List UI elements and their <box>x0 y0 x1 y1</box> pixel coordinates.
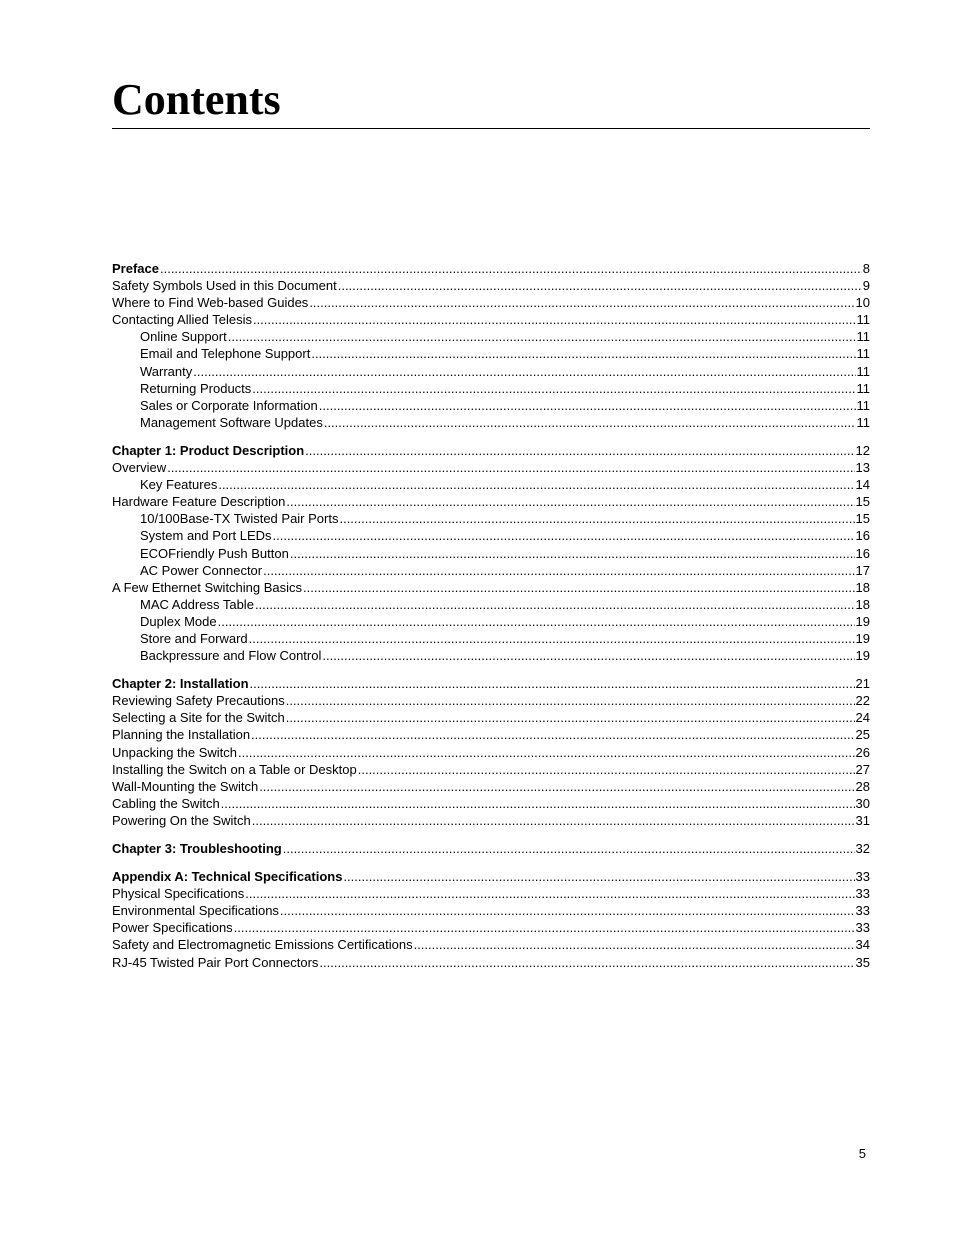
toc-entry-title: System and Port LEDs <box>140 528 272 544</box>
toc-dot-leader <box>252 812 855 829</box>
toc-entry-title: Duplex Mode <box>140 613 217 629</box>
toc-entry-title: MAC Address Table <box>140 596 254 612</box>
toc-dot-leader <box>253 311 856 328</box>
toc-dot-leader <box>324 414 856 431</box>
toc-dot-leader <box>228 328 856 345</box>
toc-dot-leader <box>286 692 855 709</box>
toc-entry-page: 24 <box>855 710 870 726</box>
toc-dot-leader <box>259 778 854 795</box>
toc-entry-page: 11 <box>856 363 870 379</box>
toc-dot-leader <box>249 630 855 647</box>
toc-entry-title: ECOFriendly Push Button <box>140 545 289 561</box>
toc-entry-page: 11 <box>856 397 870 413</box>
toc-entry[interactable] <box>112 812 870 829</box>
toc-entry[interactable] <box>112 414 870 431</box>
toc-entry-page: 25 <box>855 727 870 743</box>
toc-entry[interactable] <box>112 311 870 328</box>
toc-entry[interactable] <box>112 613 870 630</box>
toc-entry-page: 33 <box>855 869 870 885</box>
toc-entry[interactable] <box>112 277 870 294</box>
toc-entry-page: 30 <box>855 795 870 811</box>
toc-entry[interactable] <box>112 630 870 647</box>
toc-entry[interactable] <box>112 778 870 795</box>
toc-entry[interactable] <box>112 919 870 936</box>
toc-entry[interactable] <box>112 510 870 527</box>
toc-entry-title: RJ-45 Twisted Pair Port Connectors <box>112 954 319 970</box>
toc-entry-title: A Few Ethernet Switching Basics <box>112 579 303 595</box>
toc-entry-title: Overview <box>112 460 167 476</box>
toc-entry-title: Unpacking the Switch <box>112 744 238 760</box>
toc-dot-leader <box>273 527 855 544</box>
toc-dot-leader <box>193 363 855 380</box>
toc-entry-page: 8 <box>862 261 870 276</box>
toc-entry[interactable] <box>112 954 870 971</box>
toc-section <box>112 868 870 971</box>
toc-section <box>112 260 870 431</box>
toc-entry-page: 31 <box>855 812 870 828</box>
toc-dot-leader <box>286 493 854 510</box>
toc-dot-leader <box>221 795 855 812</box>
toc-entry[interactable] <box>112 647 870 664</box>
toc-entry-page: 27 <box>855 761 870 777</box>
toc-entry-title: Installing the Switch on a Table or Desktop <box>112 761 357 777</box>
toc-chapter-entry[interactable] <box>112 675 870 692</box>
toc-dot-leader <box>218 613 855 630</box>
toc-entry[interactable] <box>112 380 870 397</box>
toc-dot-leader <box>290 545 855 562</box>
toc-dot-leader <box>358 761 855 778</box>
toc-entry-page: 32 <box>855 841 870 856</box>
toc-entry-title: Power Specifications <box>112 920 233 936</box>
toc-entry-title: Reviewing Safety Precautions <box>112 693 285 709</box>
toc-dot-leader <box>255 596 855 613</box>
toc-dot-leader <box>167 459 854 476</box>
toc-dot-leader <box>238 744 855 761</box>
toc-dot-leader <box>339 510 854 527</box>
toc-dot-leader <box>218 476 854 493</box>
toc-entry-page: 11 <box>856 414 870 430</box>
toc-entry-page: 10 <box>855 295 870 311</box>
toc-entry-title: Store and Forward <box>140 630 248 646</box>
toc-entry-page: 18 <box>855 579 870 595</box>
toc-dot-leader <box>309 294 854 311</box>
toc-entry-title: Backpressure and Flow Control <box>140 648 322 664</box>
toc-dot-leader <box>319 954 854 971</box>
page-title: Contents <box>112 75 281 124</box>
toc-entry-title: Preface <box>112 261 159 276</box>
toc-entry-page: 35 <box>855 954 870 970</box>
toc-entry-page: 13 <box>855 460 870 476</box>
toc-entry-title: Environmental Specifications <box>112 903 279 919</box>
toc-entry[interactable] <box>112 459 870 476</box>
toc-dot-leader <box>283 840 855 857</box>
toc-chapter-entry[interactable] <box>112 260 870 277</box>
toc-entry-title: Contacting Allied Telesis <box>112 312 252 328</box>
toc-dot-leader <box>251 726 854 743</box>
toc-entry-page: 11 <box>856 329 870 345</box>
toc-entry[interactable] <box>112 397 870 414</box>
toc-section <box>112 840 870 857</box>
toc-entry-title: Warranty <box>140 363 193 379</box>
toc-entry-title: Cabling the Switch <box>112 795 220 811</box>
toc-dot-leader <box>311 345 855 362</box>
toc-entry[interactable] <box>112 328 870 345</box>
toc-entry-title: Returning Products <box>140 380 252 396</box>
toc-dot-leader <box>250 675 855 692</box>
toc-dot-leader <box>252 380 855 397</box>
toc-entry-title: Safety and Electromagnetic Emissions Certifications <box>112 937 413 953</box>
toc-entry-page: 33 <box>855 903 870 919</box>
toc-entry-title: Management Software Updates <box>140 414 323 430</box>
toc-entry[interactable] <box>112 527 870 544</box>
toc-entry-page: 15 <box>855 511 870 527</box>
toc-entry[interactable] <box>112 726 870 743</box>
toc-entry-page: 17 <box>855 562 870 578</box>
toc-entry[interactable] <box>112 744 870 761</box>
toc-entry-title: Chapter 1: Product Description <box>112 442 305 458</box>
toc-entry-page: 18 <box>855 596 870 612</box>
toc-entry-title: 10/100Base-TX Twisted Pair Ports <box>140 511 339 527</box>
toc-entry-page: 14 <box>855 477 870 493</box>
toc-dot-leader <box>160 260 862 277</box>
toc-dot-leader <box>245 885 854 902</box>
toc-dot-leader <box>303 579 855 596</box>
toc-chapter-entry[interactable] <box>112 840 870 857</box>
toc-entry-title: Wall-Mounting the Switch <box>112 778 259 794</box>
toc-dot-leader <box>319 397 856 414</box>
toc-entry-page: 34 <box>855 937 870 953</box>
toc-entry-title: Where to Find Web-based Guides <box>112 295 309 311</box>
toc-entry-page: 22 <box>855 693 870 709</box>
title-divider <box>112 128 870 129</box>
toc-entry-page: 26 <box>855 744 870 760</box>
toc-entry-page: 15 <box>855 494 870 510</box>
toc-dot-leader <box>322 647 854 664</box>
toc-dot-leader <box>414 936 855 953</box>
toc-entry-title: Hardware Feature Description <box>112 494 286 510</box>
toc-entry-page: 11 <box>856 380 870 396</box>
toc-entry[interactable] <box>112 345 870 362</box>
toc-entry-title: Planning the Installation <box>112 727 251 743</box>
toc-entry[interactable] <box>112 493 870 510</box>
toc-entry[interactable] <box>112 596 870 613</box>
toc-entry-title: Appendix A: Technical Specifications <box>112 869 343 885</box>
toc-entry[interactable] <box>112 692 870 709</box>
toc-entry-title: Key Features <box>140 477 218 493</box>
toc-entry-title: Email and Telephone Support <box>140 346 311 362</box>
toc-entry-title: Physical Specifications <box>112 886 245 902</box>
toc-entry-page: 19 <box>855 648 870 664</box>
toc-entry-title: Safety Symbols Used in this Document <box>112 278 337 294</box>
toc-dot-leader <box>263 562 854 579</box>
toc-dot-leader <box>305 442 854 459</box>
toc-entry[interactable] <box>112 885 870 902</box>
toc-entry[interactable] <box>112 936 870 953</box>
toc-entry[interactable] <box>112 476 870 493</box>
toc-entry-page: 33 <box>855 920 870 936</box>
toc-entry[interactable] <box>112 363 870 380</box>
toc-section <box>112 675 870 829</box>
toc-entry-title: Sales or Corporate Information <box>140 397 318 413</box>
toc-entry-title: Powering On the Switch <box>112 812 251 828</box>
toc-entry-page: 19 <box>855 630 870 646</box>
toc-entry-page: 28 <box>855 778 870 794</box>
toc-section <box>112 442 870 664</box>
toc-dot-leader <box>234 919 855 936</box>
toc-entry[interactable] <box>112 562 870 579</box>
toc-entry[interactable] <box>112 709 870 726</box>
toc-entry[interactable] <box>112 579 870 596</box>
toc-entry-title: Chapter 2: Installation <box>112 676 249 692</box>
toc-entry[interactable] <box>112 761 870 778</box>
toc-entry-page: 16 <box>855 528 870 544</box>
page-number: 5 <box>858 1146 866 1161</box>
toc-dot-leader <box>286 709 855 726</box>
toc-chapter-entry[interactable] <box>112 868 870 885</box>
toc-entry[interactable] <box>112 795 870 812</box>
toc-entry-page: 12 <box>855 442 870 458</box>
toc-entry-page: 16 <box>855 545 870 561</box>
toc-dot-leader <box>343 868 854 885</box>
toc-entry-title: Selecting a Site for the Switch <box>112 710 285 726</box>
toc-entry-page: 21 <box>855 676 870 692</box>
toc-entry-page: 33 <box>855 886 870 902</box>
toc-entry-page: 19 <box>855 613 870 629</box>
toc-dot-leader <box>338 277 862 294</box>
toc-dot-leader <box>280 902 855 919</box>
toc-entry-page: 9 <box>862 278 870 294</box>
toc-entry-title: Online Support <box>140 329 227 345</box>
toc-entry[interactable] <box>112 294 870 311</box>
table-of-contents <box>112 260 870 982</box>
toc-entry-page: 11 <box>856 312 870 328</box>
toc-entry[interactable] <box>112 902 870 919</box>
toc-entry-title: AC Power Connector <box>140 562 263 578</box>
toc-entry-page: 11 <box>856 346 870 362</box>
toc-entry[interactable] <box>112 545 870 562</box>
toc-entry-title: Chapter 3: Troubleshooting <box>112 841 282 856</box>
toc-chapter-entry[interactable] <box>112 442 870 459</box>
